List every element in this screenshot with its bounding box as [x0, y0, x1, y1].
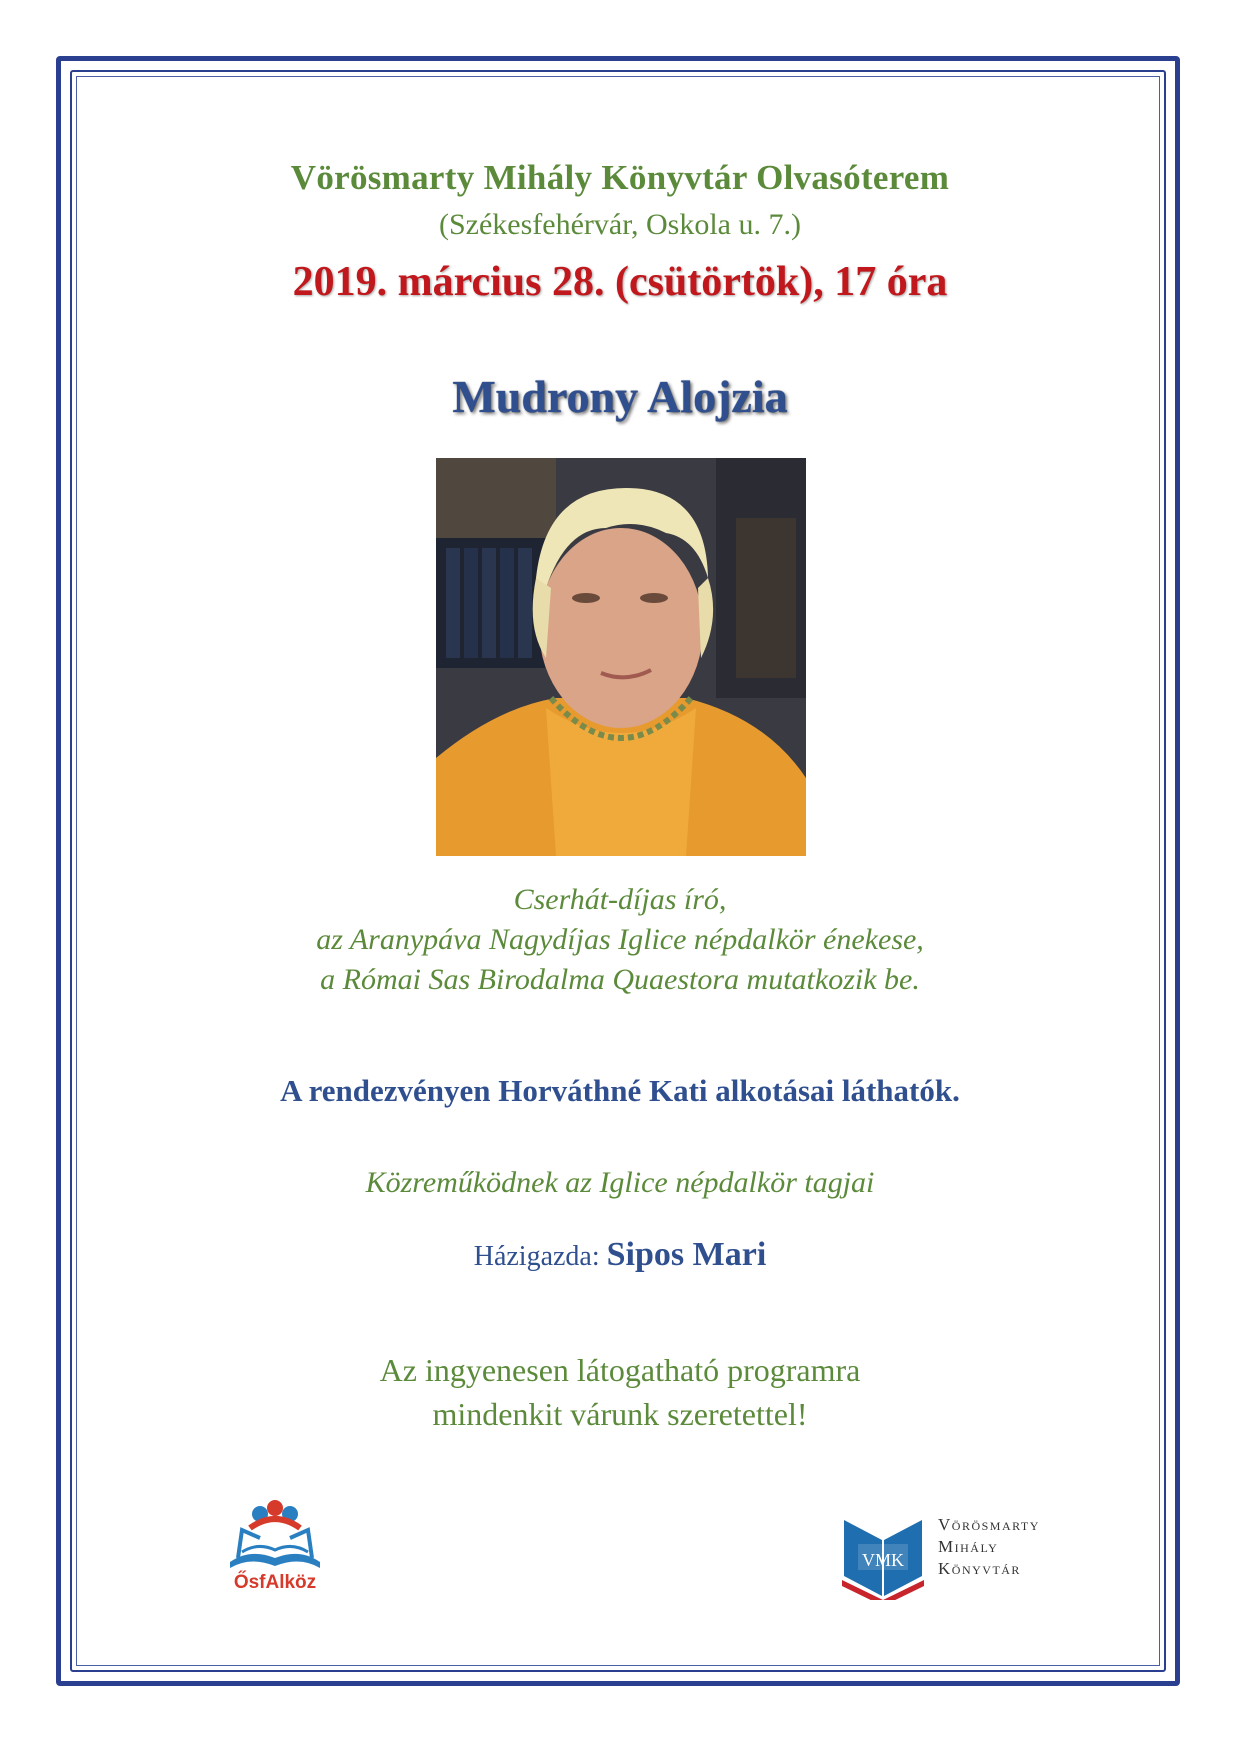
vmk-logo-line: Vörösmarty — [938, 1515, 1040, 1534]
venue-name: Vörösmarty Mihály Könyvtár Olvasóterem — [290, 158, 950, 197]
vmk-logo-line: Mihály — [938, 1537, 999, 1556]
guest-description-line: a Római Sas Birodalma Quaestora mutatkozik be. — [320, 963, 920, 996]
host-line — [0, 1236, 1240, 1274]
vmk-library-logo — [838, 1510, 1078, 1600]
invitation-line: mindenkit várunk szeretettel! — [432, 1396, 808, 1432]
osfalkoz-logo-icon — [220, 1500, 330, 1572]
invitation-line: Az ingyenesen látogatható programra — [379, 1352, 861, 1388]
guest-description-line: az Aranypáva Nagydíjas Iglice népdalkör énekese, — [316, 923, 924, 956]
host-label: Házigazda: — [473, 1241, 600, 1272]
vmk-mark-text: VMK — [861, 1550, 905, 1570]
guest-portrait-photo — [436, 458, 806, 856]
guest-description-line: Cserhát-díjas író, — [513, 883, 727, 916]
vmk-logo-text — [938, 1514, 1088, 1580]
event-datetime: 2019. március 28. (csütörtök), 17 óra — [292, 259, 948, 305]
exhibition-note: A rendezvényen Horváthné Kati alkotásai láthatók. — [280, 1073, 960, 1108]
invitation-text — [0, 1348, 1240, 1436]
guest-description — [0, 880, 1240, 1000]
osfalkoz-logo-text: ŐsfAlköz — [233, 1572, 317, 1593]
venue-address: (Székesfehérvár, Oskola u. 7.) — [439, 208, 801, 241]
osfalkoz-logo — [220, 1500, 330, 1600]
vmk-book-icon — [838, 1510, 928, 1600]
contributors-note: Közreműködnek az Iglice népdalkör tagjai — [365, 1166, 875, 1199]
guest-name: Mudrony Alojzia — [452, 371, 788, 422]
vmk-logo-line: Könyvtár — [938, 1559, 1021, 1578]
host-name: Sipos Mari — [606, 1236, 767, 1273]
